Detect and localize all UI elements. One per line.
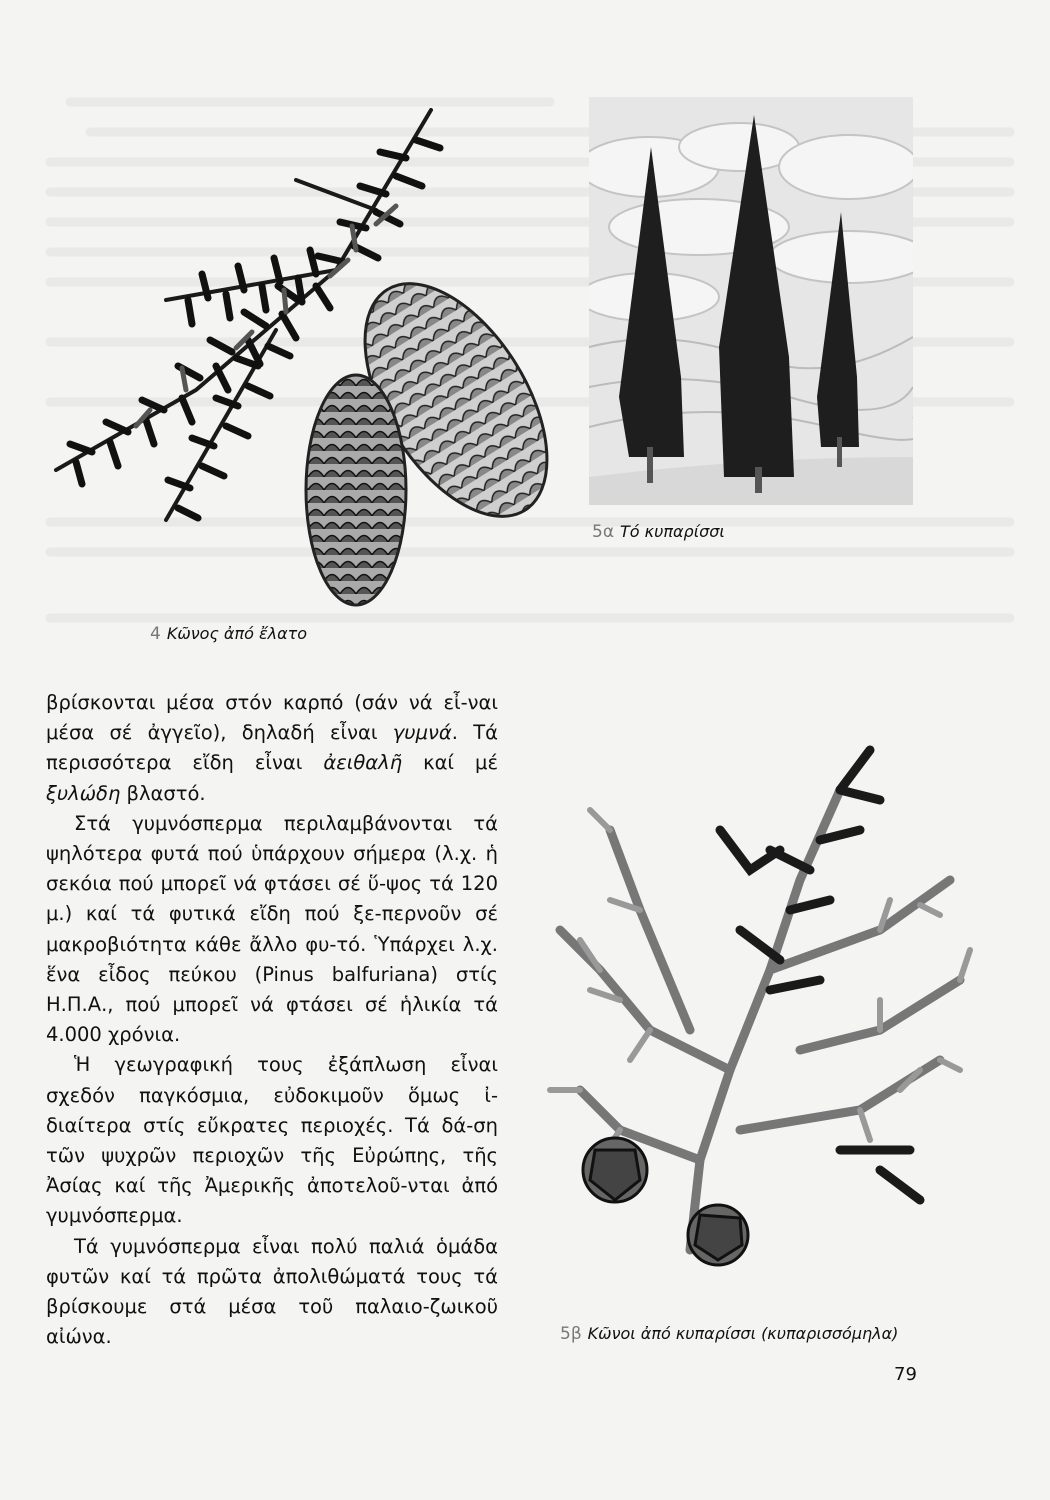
fir-cone-illustration	[36, 100, 566, 610]
paragraph-1-part-g: βλαστό.	[120, 781, 206, 805]
figure-5a-caption	[592, 522, 725, 542]
page-number: 79	[894, 1364, 917, 1385]
cypress-cones-illustration	[540, 730, 980, 1290]
figure-5a-number: 5α	[592, 522, 615, 542]
cypress-trees-drawing	[589, 97, 913, 505]
fir-cone-drawing	[36, 100, 566, 610]
paragraph-4: Τά γυμνόσπερμα εἶναι πολύ παλιά ὁμάδα φυτῶν καί τά πρῶτα ἀπολιθώματά τους τά βρίσκουμε στά μέσα τοῦ παλαιο-ζωικοῦ αἰώνα.	[46, 1234, 498, 1349]
figure-5b-caption	[560, 1324, 898, 1344]
paragraph-1-part-e: καί μέ	[402, 751, 498, 775]
cypress-cones-drawing	[540, 730, 980, 1290]
figure-5a-caption-text: Τό κυπαρίσσι	[620, 522, 725, 541]
figure-4-number: 4	[150, 624, 161, 644]
figure-5b-number: 5β	[560, 1324, 582, 1344]
body-text	[46, 688, 498, 1352]
term-gymna: γυμνά	[392, 721, 452, 745]
paragraph-3: Ἡ γεωγραφική τους ἐξάπλωση εἶναι σχεδόν παγκόσμια, εὐδοκιμοῦν ὅμως ἰ-διαίτερα στίς εὔκρατες περιοχές. Τά δά-ση τῶν ψυχρῶν περιοχῶν τῆς Εὐρώπης, τῆς Ἀσίας καί τῆς Ἀμερικῆς ἀποτελοῦ-νται ἀπό γυμνόσπερμα.	[46, 1053, 498, 1228]
figure-4-caption-text: Κῶνος ἀπό ἔλατο	[166, 624, 308, 643]
paragraph-1-part-a: βρίσκονται μέσα στόν καρπό (σάν νά εἶ-ναι μέσα σέ ἀγγεῖο), δηλαδή εἶναι	[46, 691, 498, 745]
paragraph-1-part-c: . Τά περισσότερα εἴδη εἶναι	[46, 721, 498, 775]
figure-5b-caption-text: Κῶνοι ἀπό κυπαρίσσι (κυπαρισσόμηλα)	[587, 1324, 899, 1343]
term-aeithali: ἀειθαλῆ	[323, 751, 403, 775]
paragraph-2: Στά γυμνόσπερμα περιλαμβάνονται τά ψηλότερα φυτά πού ὑπάρχουν σήμερα (λ.χ. ἡ σεκόια πού μπορεῖ νά φτάσει σέ ὕ-ψος τά 120 μ.) καί τά φυτικά εἴδη πού ξε-περνοῦν σέ μακροβιότητα κάθε ἄλλο φυ-τό. Ὑπάρχει λ.χ. ἕνα εἶδος πεύκου (Pinus balfuriana) στίς Η.Π.Α., πού μπορεῖ νά φτάσει σέ ἡλικία τά 4.000 χρόνια.	[46, 811, 498, 1047]
figure-4-caption	[150, 624, 307, 644]
term-xylodi: ξυλώδη	[46, 781, 121, 805]
paragraph-1	[46, 688, 498, 809]
cypress-trees-photo	[589, 97, 913, 505]
